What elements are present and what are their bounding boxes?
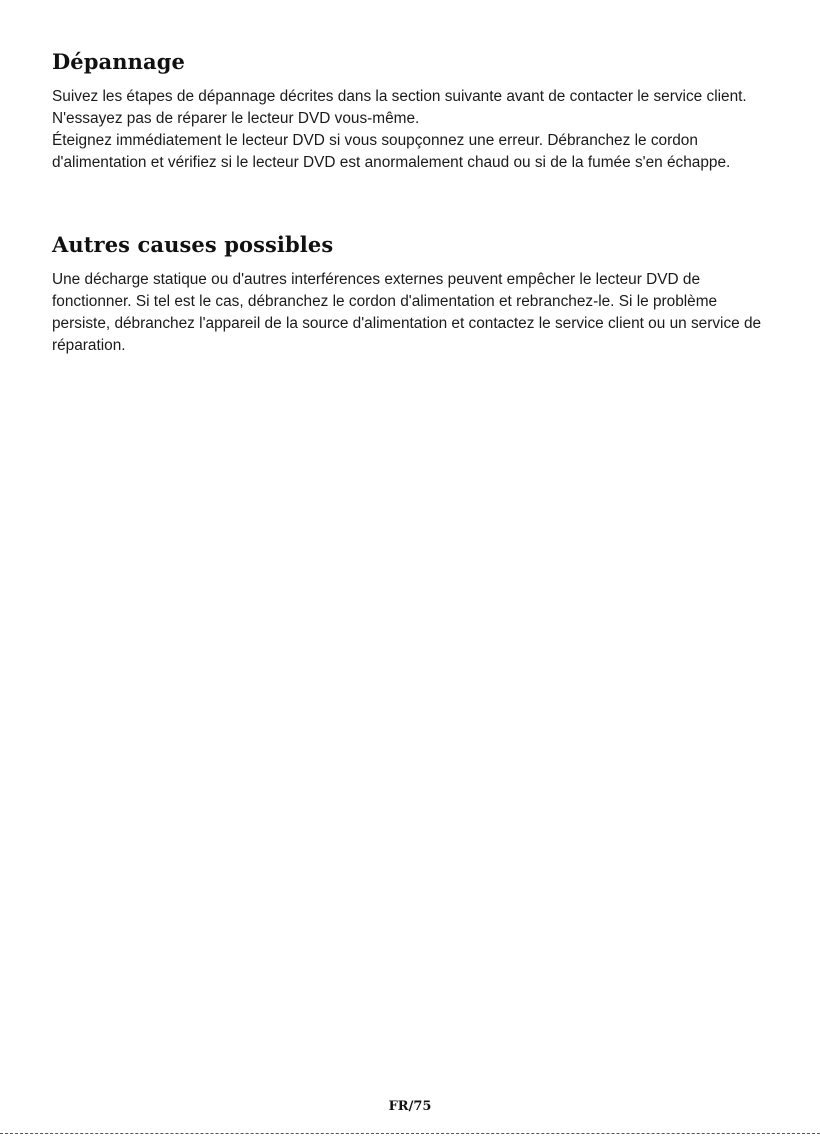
section-heading: Dépannage xyxy=(52,49,185,74)
page-number: FR/75 xyxy=(388,1099,432,1114)
paragraph: Suivez les étapes de dépannage décrites dans la section suivante avant de contacter le service client. N'essayez pas de réparer le lecteur DVD vous-même. xyxy=(52,88,747,127)
paragraph: Éteignez immédiatement le lecteur DVD si vous soupçonnez une erreur. Débranchez le cordon d'alimentation et vérifiez si le lecteur DVD est anormalement chaud ou si de la fumée s'en échappe. xyxy=(52,132,731,171)
page-bottom-divider xyxy=(0,1133,820,1134)
section-heading: Autres causes possibles xyxy=(52,232,334,257)
section-depannage xyxy=(52,48,772,174)
section-autres-causes xyxy=(52,231,772,357)
paragraph: Une décharge statique ou d'autres interférences externes peuvent empêcher le lecteur DVD de fonctionner. Si tel est le cas, débranchez le cordon d'alimentation et rebranchez-le. Si le problème persiste, débranchez l'appareil de la source d'alimentation et contactez le service client ou un service de réparation. xyxy=(52,271,762,354)
